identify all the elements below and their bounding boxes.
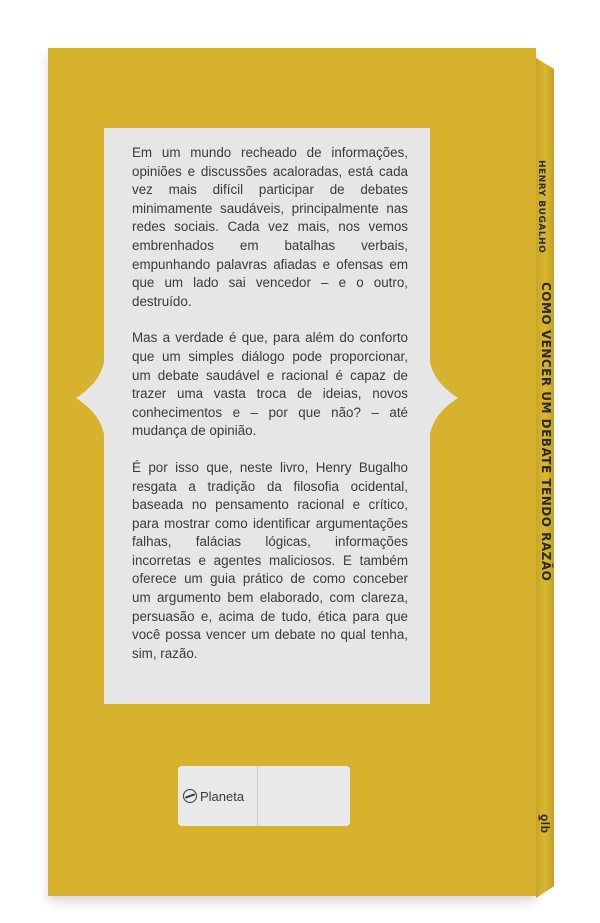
blurb-paragraph-1: Em um mundo recheado de informações, opiniões e discussões acaloradas, está cada vez mais difícil participar de debates minimamente saudáveis, principalmente nas redes sociais. Cada vez mais, nos vemos embrenhados em batalhas verbais, empunhando palavras afiadas e ofensas em que um lado sai vencedor – e o outro, destruído. [132, 145, 408, 309]
spine-publisher-logo: ƍlb [538, 814, 552, 834]
blurb-paragraph-3: É por isso que, neste livro, Henry Bugalho resgata a tradição da filosofia ocidental, baseada no pensamento racional e crítico, para mostrar como identificar argumentações falhas, falácias lógicas, informações incorretas e agentes maliciosos. E também oferece um guia prático de como conceber um argumento bem elaborado, com clareza, persuasão e, acima de tudo, ética para que você possa vencer um debate no qual tenha, sim, razão. [132, 459, 408, 661]
publisher-name: Planeta [200, 788, 245, 804]
blurb-paragraph-2: Mas a verdade é que, para além do conforto que um simples diálogo pode proporcionar, um debate saudável e racional é capaz de trazer uma vasta troca de ideias, novos conhecimentos e – por que não? – até mudança de opinião. [132, 330, 408, 439]
planet-icon [183, 789, 197, 803]
barcode-divider [257, 766, 258, 826]
publisher-logo [183, 786, 244, 806]
spine-author: HENRY BUGALHO [536, 160, 546, 254]
blurb-text [132, 144, 408, 681]
spine-title: COMO VENCER UM DEBATE TENDO RAZÃO [539, 282, 553, 582]
